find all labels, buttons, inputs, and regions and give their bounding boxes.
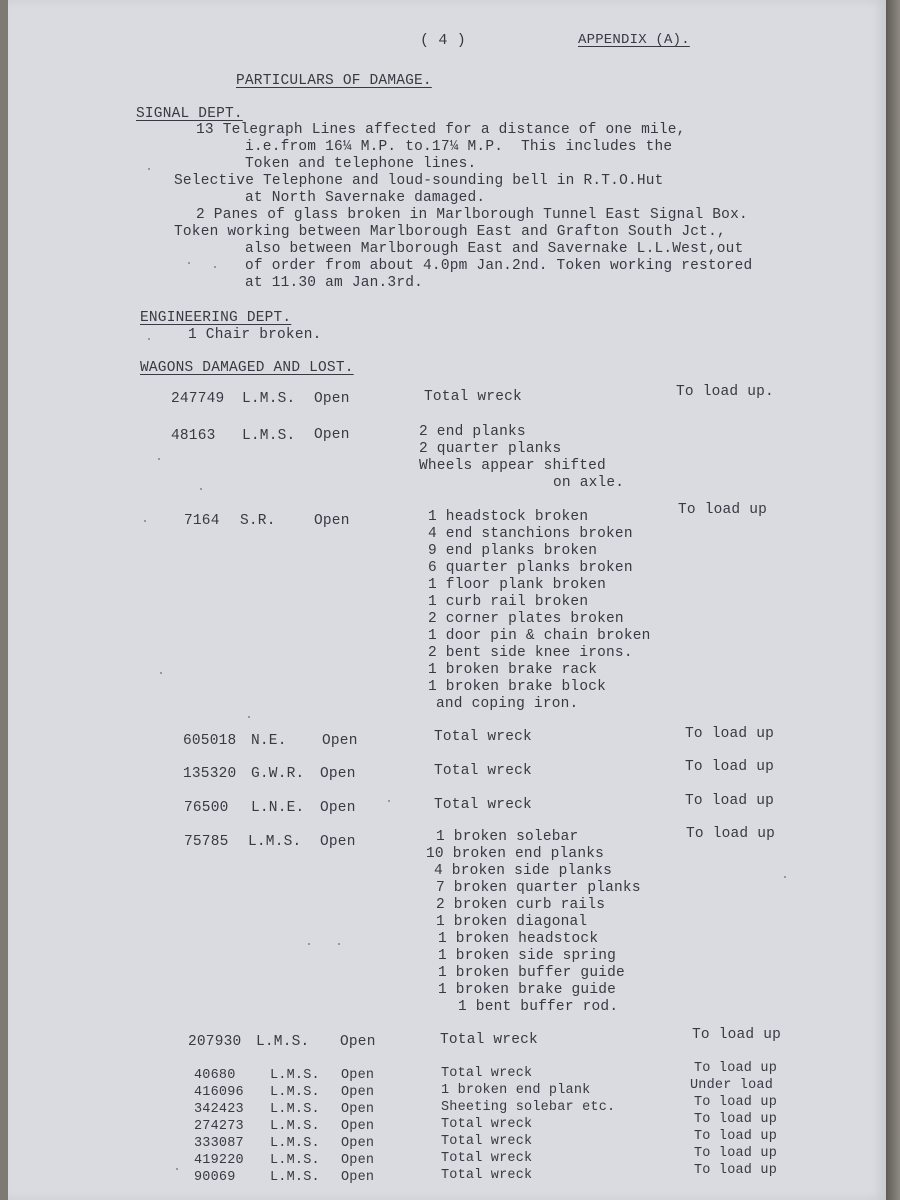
wagon-damage: 1 bent buffer rod. bbox=[458, 999, 619, 1015]
wagon-number: 416096 bbox=[194, 1085, 244, 1100]
wagon-damage: on axle. bbox=[553, 475, 625, 491]
wagon-type: Open bbox=[341, 1136, 375, 1151]
ink-speck bbox=[158, 458, 160, 460]
wagon-status: To load up bbox=[686, 826, 776, 842]
wagon-type: Open bbox=[320, 800, 356, 816]
wagon-number: 135320 bbox=[183, 766, 237, 782]
wagon-number: 48163 bbox=[171, 428, 216, 444]
ink-speck bbox=[148, 168, 150, 170]
wagon-company: L.M.S. bbox=[270, 1136, 320, 1151]
wagon-type: Open bbox=[314, 513, 350, 529]
wagon-company: L.M.S. bbox=[242, 391, 296, 407]
wagon-damage: 1 broken diagonal bbox=[436, 914, 588, 930]
wagon-company: L.M.S. bbox=[270, 1068, 320, 1083]
wagon-damage: Total wreck bbox=[434, 797, 532, 813]
page-edge-shadow bbox=[886, 0, 900, 1200]
wagon-number: 76500 bbox=[184, 800, 229, 816]
ink-speck bbox=[784, 876, 786, 878]
wagon-damage: 1 broken side spring bbox=[438, 948, 617, 964]
wagon-company: L.M.S. bbox=[270, 1170, 320, 1185]
page-number: ( 4 ) bbox=[420, 32, 467, 49]
signal-line: Token working between Marlborough East and Grafton South Jct., bbox=[174, 224, 726, 240]
wagon-status: To load up bbox=[685, 726, 775, 742]
wagon-damage: 1 floor plank broken bbox=[428, 577, 607, 593]
wagon-damage: 4 broken side planks bbox=[434, 863, 613, 879]
wagon-status: To load up bbox=[685, 793, 775, 809]
ink-speck bbox=[188, 262, 190, 264]
wagon-damage: 2 broken curb rails bbox=[436, 897, 606, 913]
wagon-company: L.M.S. bbox=[256, 1034, 310, 1050]
wagon-damage: 1 door pin & chain broken bbox=[428, 628, 651, 644]
wagon-company: G.W.R. bbox=[251, 766, 305, 782]
ink-speck bbox=[308, 943, 310, 945]
signal-line: also between Marlborough East and Savernake L.L.West,out bbox=[245, 241, 744, 257]
wagon-company: S.R. bbox=[240, 513, 276, 529]
wagon-status: To load up bbox=[694, 1163, 778, 1178]
wagon-company: L.M.S. bbox=[270, 1085, 320, 1100]
wagon-damage: 1 broken end plank bbox=[441, 1083, 591, 1098]
ink-speck bbox=[200, 488, 202, 490]
wagon-number: 90069 bbox=[194, 1170, 236, 1185]
engineering-dept-heading: ENGINEERING DEPT. bbox=[140, 310, 292, 326]
wagon-damage: Total wreck bbox=[441, 1168, 533, 1183]
wagon-damage: Total wreck bbox=[434, 763, 532, 779]
wagon-damage: Total wreck bbox=[424, 389, 522, 405]
wagon-damage: 1 broken brake block bbox=[428, 679, 607, 695]
appendix-label: APPENDIX (A). bbox=[578, 32, 690, 48]
ink-speck bbox=[338, 943, 340, 945]
wagon-status: To load up bbox=[692, 1027, 782, 1043]
wagon-number: 40680 bbox=[194, 1068, 236, 1083]
wagon-company: L.M.S. bbox=[248, 834, 302, 850]
wagon-company: L.M.S. bbox=[270, 1119, 320, 1134]
wagon-damage: 1 broken buffer guide bbox=[438, 965, 625, 981]
ink-speck bbox=[176, 1168, 178, 1170]
wagon-status: To load up bbox=[694, 1061, 778, 1076]
signal-dept-heading: SIGNAL DEPT. bbox=[136, 106, 243, 122]
wagon-number: 419220 bbox=[194, 1153, 244, 1168]
ink-speck bbox=[248, 716, 250, 718]
signal-line: 13 Telegraph Lines affected for a distance of one mile, bbox=[196, 122, 686, 138]
wagon-type: Open bbox=[322, 733, 358, 749]
wagon-type: Open bbox=[341, 1170, 375, 1185]
wagon-status: To load up. bbox=[676, 384, 774, 400]
wagon-number: 274273 bbox=[194, 1119, 244, 1134]
signal-line: i.e.from 16¼ M.P. to.17¼ M.P. This includes the bbox=[245, 139, 673, 155]
wagon-number: 207930 bbox=[188, 1034, 242, 1050]
ink-speck bbox=[160, 672, 162, 674]
wagon-damage: 1 curb rail broken bbox=[428, 594, 589, 610]
wagon-damage: 2 quarter planks bbox=[419, 441, 562, 457]
wagon-status: To load up bbox=[694, 1146, 778, 1161]
wagon-damage: and coping iron. bbox=[436, 696, 579, 712]
wagon-type: Open bbox=[314, 427, 350, 443]
wagon-type: Open bbox=[341, 1119, 375, 1134]
wagon-company: L.N.E. bbox=[251, 800, 305, 816]
signal-line: 2 Panes of glass broken in Marlborough Tunnel East Signal Box. bbox=[196, 207, 748, 223]
wagon-damage: Sheeting solebar etc. bbox=[441, 1100, 616, 1115]
wagon-type: Open bbox=[320, 834, 356, 850]
wagon-company: L.M.S. bbox=[242, 428, 296, 444]
wagon-damage: 10 broken end planks bbox=[426, 846, 605, 862]
wagon-number: 605018 bbox=[183, 733, 237, 749]
wagon-type: Open bbox=[341, 1068, 375, 1083]
wagon-type: Open bbox=[341, 1153, 375, 1168]
wagon-number: 333087 bbox=[194, 1136, 244, 1151]
wagon-company: N.E. bbox=[251, 733, 287, 749]
wagon-damage: 7 broken quarter planks bbox=[436, 880, 641, 896]
page-title: PARTICULARS OF DAMAGE. bbox=[236, 73, 432, 89]
wagon-damage: 1 broken brake rack bbox=[428, 662, 598, 678]
signal-line: Selective Telephone and loud-sounding bell in R.T.O.Hut bbox=[174, 173, 664, 189]
signal-line: at North Savernake damaged. bbox=[245, 190, 486, 206]
wagon-number: 7164 bbox=[184, 513, 220, 529]
wagon-damage: 1 broken brake guide bbox=[438, 982, 617, 998]
wagon-damage: 1 broken headstock bbox=[438, 931, 599, 947]
wagon-damage: 4 end stanchions broken bbox=[428, 526, 633, 542]
engineering-line: 1 Chair broken. bbox=[188, 327, 322, 343]
wagon-type: Open bbox=[341, 1102, 375, 1117]
wagon-type: Open bbox=[341, 1085, 375, 1100]
ink-speck bbox=[388, 800, 390, 802]
wagon-damage: Total wreck bbox=[441, 1134, 533, 1149]
wagon-company: L.M.S. bbox=[270, 1102, 320, 1117]
wagon-status: To load up bbox=[694, 1129, 778, 1144]
wagon-damage: Total wreck bbox=[440, 1032, 538, 1048]
signal-line: Token and telephone lines. bbox=[245, 156, 477, 172]
wagon-damage: 6 quarter planks broken bbox=[428, 560, 633, 576]
wagon-status: To load up bbox=[685, 759, 775, 775]
signal-line: at 11.30 am Jan.3rd. bbox=[245, 275, 424, 291]
signal-line: of order from about 4.0pm Jan.2nd. Token working restored bbox=[245, 258, 753, 274]
wagon-company: L.M.S. bbox=[270, 1153, 320, 1168]
wagon-number: 247749 bbox=[171, 391, 225, 407]
wagon-number: 75785 bbox=[184, 834, 229, 850]
wagon-status: To load up bbox=[678, 502, 768, 518]
wagon-status: Under load bbox=[690, 1078, 774, 1093]
wagon-damage: 2 end planks bbox=[419, 424, 526, 440]
ink-speck bbox=[214, 266, 216, 268]
wagons-heading: WAGONS DAMAGED AND LOST. bbox=[140, 360, 354, 376]
wagon-damage: Total wreck bbox=[441, 1117, 533, 1132]
ink-speck bbox=[144, 520, 146, 522]
wagon-damage: 9 end planks broken bbox=[428, 543, 598, 559]
wagon-type: Open bbox=[320, 766, 356, 782]
wagon-damage: Total wreck bbox=[434, 729, 532, 745]
wagon-damage: 1 broken solebar bbox=[436, 829, 579, 845]
wagon-damage: Wheels appear shifted bbox=[419, 458, 606, 474]
wagon-damage: 2 corner plates broken bbox=[428, 611, 624, 627]
typed-page bbox=[8, 0, 886, 1200]
wagon-status: To load up bbox=[694, 1112, 778, 1127]
wagon-type: Open bbox=[340, 1034, 376, 1050]
ink-speck bbox=[148, 338, 150, 340]
wagon-damage: Total wreck bbox=[441, 1151, 533, 1166]
wagon-status: To load up bbox=[694, 1095, 778, 1110]
wagon-type: Open bbox=[314, 391, 350, 407]
wagon-damage: 2 bent side knee irons. bbox=[428, 645, 633, 661]
wagon-damage: Total wreck bbox=[441, 1066, 533, 1081]
wagon-damage: 1 headstock broken bbox=[428, 509, 589, 525]
wagon-number: 342423 bbox=[194, 1102, 244, 1117]
